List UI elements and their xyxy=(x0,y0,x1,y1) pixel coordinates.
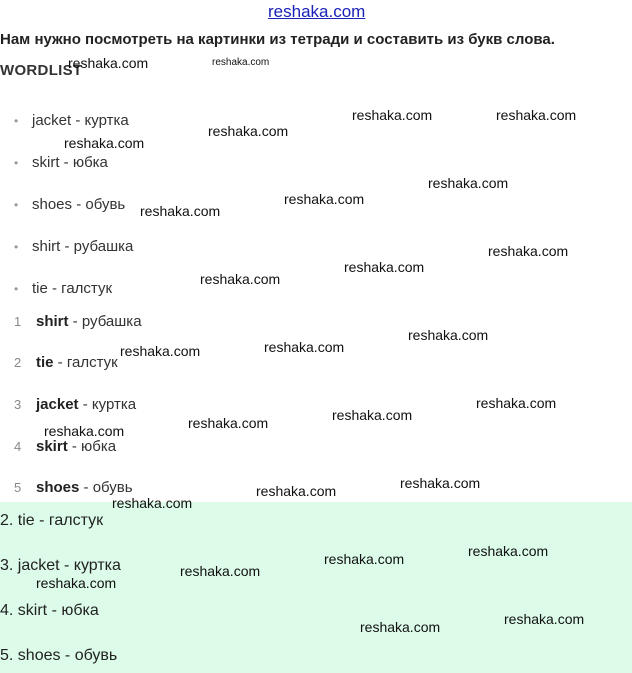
bullet-icon: • xyxy=(14,282,19,296)
watermark: reshaka.com xyxy=(256,483,337,499)
item-translation: - рубашка xyxy=(68,313,142,330)
numbered-item xyxy=(14,313,142,330)
bullet-icon: • xyxy=(14,114,19,128)
item-number: 2 xyxy=(14,355,22,370)
watermark: reshaka.com xyxy=(324,551,405,567)
answer-line: 2. tie - галстук xyxy=(0,512,104,529)
item-word: shoes xyxy=(36,479,80,496)
bullet-icon: • xyxy=(14,156,19,170)
list-item xyxy=(14,196,125,213)
list-item-text: tie - галстук xyxy=(32,280,113,297)
watermark: reshaka.com xyxy=(180,563,261,579)
list-item-text: shoes - обувь xyxy=(32,196,126,213)
answer-line: 4. skirt - юбка xyxy=(0,602,99,619)
watermark: reshaka.com xyxy=(44,423,125,439)
numbered-item xyxy=(14,396,136,413)
watermark: reshaka.com xyxy=(352,107,433,123)
watermark: reshaka.com xyxy=(264,339,345,355)
numbered-item xyxy=(14,479,133,496)
item-number: 4 xyxy=(14,439,22,454)
watermark: reshaka.com xyxy=(112,495,193,511)
watermark: reshaka.com xyxy=(64,135,145,151)
item-translation: - галстук xyxy=(53,354,118,371)
item-word: tie xyxy=(36,354,54,371)
list-item xyxy=(14,154,108,171)
item-translation: - куртка xyxy=(78,396,137,413)
watermark: reshaka.com xyxy=(408,327,489,343)
watermark: reshaka.com xyxy=(360,619,441,635)
watermark: reshaka.com xyxy=(496,107,577,123)
watermark: reshaka.com xyxy=(428,175,509,191)
list-item xyxy=(14,280,112,297)
watermark: reshaka.com xyxy=(468,543,549,559)
watermark: reshaka.com xyxy=(68,55,149,71)
watermark: reshaka.com xyxy=(212,57,270,68)
watermark: reshaka.com xyxy=(476,395,557,411)
item-translation: - юбка xyxy=(67,438,117,455)
watermark: reshaka.com xyxy=(208,123,289,139)
task-heading: Нам нужно посмотреть на картинки из тетради и составить из букв слова. xyxy=(0,31,555,48)
item-word: shirt xyxy=(36,313,69,330)
answer-line: 5. shoes - обувь xyxy=(0,647,118,664)
watermark: reshaka.com xyxy=(36,575,117,591)
answer-line: 3. jacket - куртка xyxy=(0,557,121,574)
watermark: reshaka.com xyxy=(504,611,585,627)
item-number: 3 xyxy=(14,397,22,412)
wordlist-title: WORDLIST xyxy=(0,62,83,79)
watermark: reshaka.com xyxy=(188,415,269,431)
numbered-item xyxy=(14,354,118,371)
list-item-text: shirt - рубашка xyxy=(32,238,134,255)
item-number: 1 xyxy=(14,314,22,329)
watermark: reshaka.com xyxy=(284,191,365,207)
site-link[interactable]: reshaka.com xyxy=(268,2,366,21)
list-item-text: skirt - юбка xyxy=(32,154,108,171)
item-translation: - обувь xyxy=(79,479,133,496)
bullet-icon: • xyxy=(14,240,19,254)
watermark: reshaka.com xyxy=(332,407,413,423)
item-word: skirt xyxy=(36,438,68,455)
watermark: reshaka.com xyxy=(488,243,569,259)
numbered-item xyxy=(14,438,116,455)
list-item-text: jacket - куртка xyxy=(32,112,129,129)
item-word: jacket xyxy=(36,396,79,413)
watermark: reshaka.com xyxy=(344,259,425,275)
watermark: reshaka.com xyxy=(120,343,201,359)
list-item xyxy=(14,112,129,129)
item-number: 5 xyxy=(14,480,22,495)
list-item xyxy=(14,238,133,255)
watermark: reshaka.com xyxy=(140,203,221,219)
bullet-icon: • xyxy=(14,198,19,212)
watermark: reshaka.com xyxy=(400,475,481,491)
watermark: reshaka.com xyxy=(200,271,281,287)
